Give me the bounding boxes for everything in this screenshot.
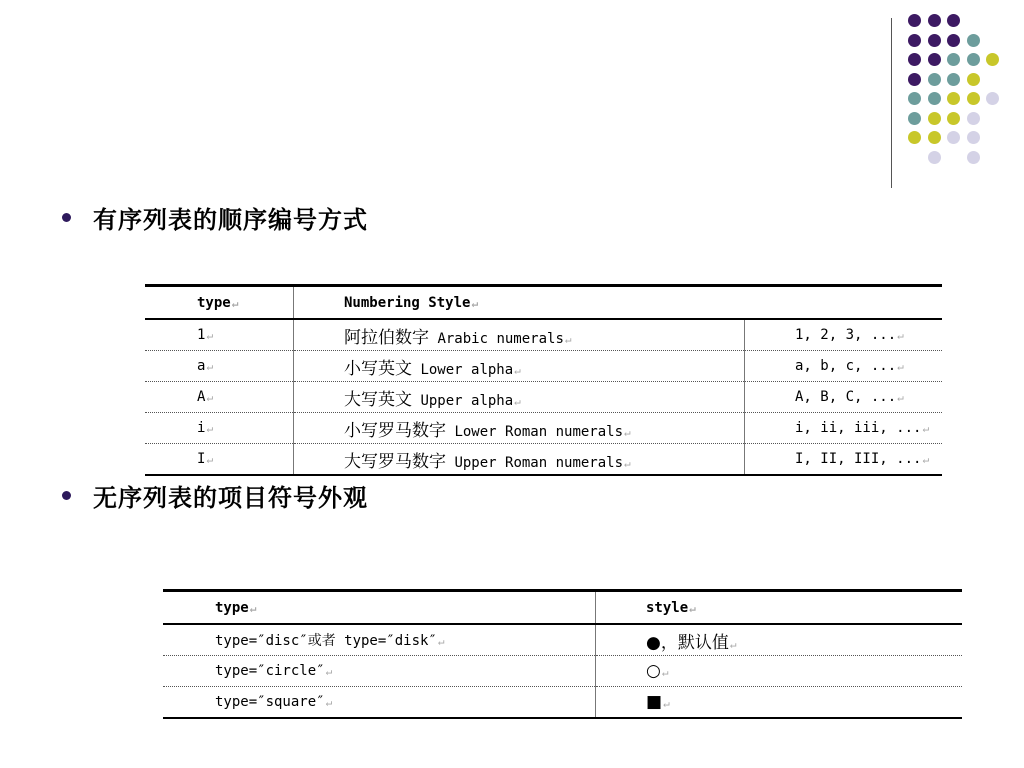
decorative-dot [908, 34, 921, 47]
decorative-dot [908, 131, 921, 144]
cell-numbering-style: 小写英文 Lower alpha↵ [294, 351, 745, 382]
decorative-dot [986, 53, 999, 66]
table-row [163, 656, 962, 687]
table-row [163, 624, 962, 656]
cell-type: i↵ [145, 413, 294, 444]
decorative-dot [928, 131, 941, 144]
decorative-dot [967, 131, 980, 144]
decorative-dot [928, 53, 941, 66]
decorative-dot [947, 112, 960, 125]
table-row [145, 351, 942, 382]
table-row [145, 382, 942, 413]
decorative-dot [947, 34, 960, 47]
decorative-dot [967, 53, 980, 66]
ordered-numbering-table [145, 284, 942, 476]
table-row [145, 444, 942, 476]
cell-type: a↵ [145, 351, 294, 382]
cell-style: ■↵ [596, 687, 963, 719]
cell-numbering-style: 大写英文 Upper alpha↵ [294, 382, 745, 413]
cell-sample: a, b, c, ...↵ [745, 351, 943, 382]
bullet-ordered [62, 200, 368, 235]
decorative-dot [947, 14, 960, 27]
decorative-dot [928, 92, 941, 105]
table-row [163, 687, 962, 719]
cell-sample: I, II, III, ...↵ [745, 444, 943, 476]
decorative-dot [908, 73, 921, 86]
decorative-dot [908, 112, 921, 125]
header-type: type↵ [197, 294, 239, 311]
decorative-dot [947, 92, 960, 105]
decorative-dot [928, 14, 941, 27]
header-numbering-style: Numbering Style↵ [294, 286, 943, 320]
decorative-dot [908, 14, 921, 27]
table-header-row [145, 286, 942, 320]
cell-type: type=″square″↵ [163, 687, 596, 719]
decorative-dot [967, 34, 980, 47]
cell-sample: 1, 2, 3, ...↵ [745, 319, 943, 351]
decorative-dot [928, 73, 941, 86]
bullet-unordered [62, 478, 368, 513]
decorative-dot [928, 34, 941, 47]
header-style: style↵ [596, 591, 963, 625]
bullet-text: 有序列表的顺序编号方式 [93, 206, 368, 234]
cell-numbering-style: 大写罗马数字 Upper Roman numerals↵ [294, 444, 745, 476]
table-row [145, 319, 942, 351]
decorative-dot [947, 53, 960, 66]
decorative-dot [967, 73, 980, 86]
decorative-dot [928, 151, 941, 164]
cell-type: type=″circle″↵ [163, 656, 596, 687]
unordered-style-table [163, 589, 962, 719]
decorative-dot [908, 53, 921, 66]
header-type: type↵ [215, 599, 257, 616]
table-row [145, 413, 942, 444]
bullet-dot-icon [62, 213, 71, 222]
cell-style: ○↵ [596, 656, 963, 687]
decorative-dot [967, 92, 980, 105]
cell-sample: i, ii, iii, ...↵ [745, 413, 943, 444]
bullet-text: 无序列表的项目符号外观 [93, 484, 368, 512]
decorative-dot [908, 92, 921, 105]
decorative-divider [891, 18, 892, 188]
decorative-dot [947, 131, 960, 144]
cell-numbering-style: 阿拉伯数字 Arabic numerals↵ [294, 319, 745, 351]
decorative-dot [986, 92, 999, 105]
decorative-dot [928, 112, 941, 125]
cell-type: A↵ [145, 382, 294, 413]
cell-type: type=″disc″或者 type=″disk″↵ [215, 633, 445, 649]
decorative-dot [967, 151, 980, 164]
decorative-dot [967, 112, 980, 125]
cell-style: ●，默认值↵ [596, 624, 963, 656]
decorative-dot-grid [908, 14, 1004, 164]
table-header-row [163, 591, 962, 625]
cell-type: I↵ [145, 444, 294, 476]
bullet-dot-icon [62, 491, 71, 500]
cell-type: 1↵ [197, 327, 214, 343]
decorative-dot [947, 73, 960, 86]
cell-numbering-style: 小写罗马数字 Lower Roman numerals↵ [294, 413, 745, 444]
cell-sample: A, B, C, ...↵ [745, 382, 943, 413]
